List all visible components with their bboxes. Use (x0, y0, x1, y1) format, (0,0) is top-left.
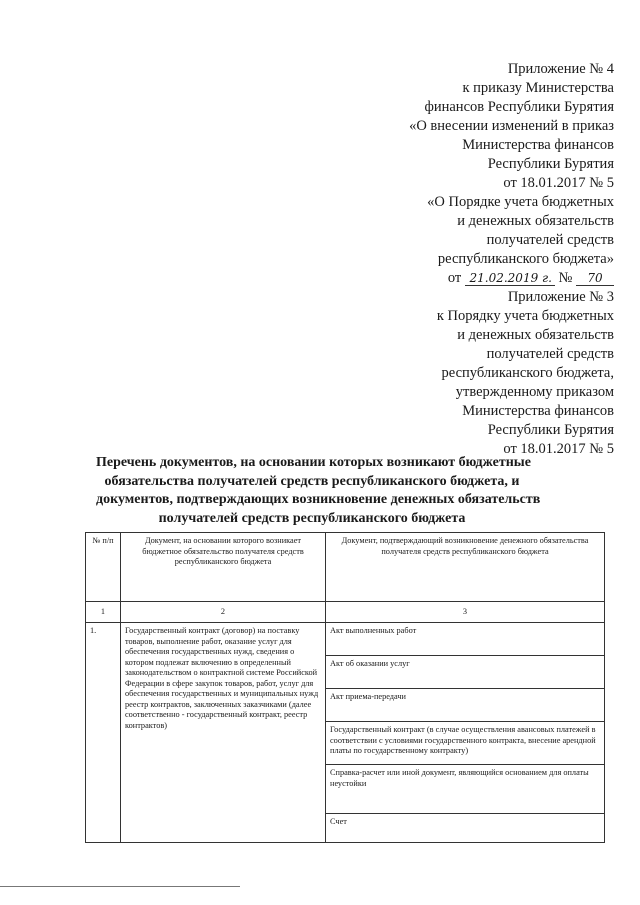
header-confirming-document: Документ, подтверждающий возникновение денежного обязательства получателя средств республиканского бюджета (326, 533, 605, 602)
confirming-document: Государственный контракт (в случае осуществления авансовых платежей в соответствии с условиями государственного контракта, внесение арендной платы по государственному контракту) (326, 722, 605, 765)
approval-line: республиканского бюджета» (437, 251, 614, 267)
title-line: обязательства получателей средств республиканского бюджета, и (104, 473, 520, 489)
table-row (86, 623, 605, 656)
column-number-row (86, 602, 605, 623)
approval-line: Министерства финансов (462, 137, 614, 153)
approval-line: утвержденному приказом (455, 384, 614, 400)
handwritten-date: 21.02.2019 г. (465, 271, 555, 286)
signature-line (409, 269, 614, 288)
approval-line: к приказу Министерства (462, 80, 614, 96)
approval-line: Приложение № 4 (507, 61, 614, 77)
header-basis-document: Документ, на основании которого возникает бюджетное обязательство получателя средств республиканского бюджета (121, 533, 326, 602)
confirming-document: Акт об оказании услуг (326, 656, 605, 689)
approval-line: и денежных обязательств (457, 213, 614, 229)
approval-line: получателей средств (486, 346, 614, 362)
documents-table (85, 532, 605, 843)
approval-line: Республики Бурятия (487, 156, 614, 172)
signature-prefix: от (447, 270, 462, 286)
approval-line: Министерства финансов (462, 403, 614, 419)
approval-line: республиканского бюджета, (441, 365, 614, 381)
confirming-document: Справка-расчет или иной документ, являющийся основанием для оплаты неустойки (326, 765, 605, 814)
header-row (86, 533, 605, 602)
header-number: № п/п (86, 533, 121, 602)
approval-line: от 18.01.2017 № 5 (503, 175, 614, 191)
approval-line: «О Порядке учета бюджетных (427, 194, 614, 210)
approval-line: Республики Бурятия (487, 422, 614, 438)
confirming-document: Счет (326, 814, 605, 843)
approval-line: от 18.01.2017 № 5 (503, 441, 614, 457)
number-label: № (558, 270, 573, 286)
approval-line: к Порядку учета бюджетных (436, 308, 614, 324)
approval-line: финансов Республики Бурятия (424, 99, 614, 115)
handwritten-number: 70 (576, 271, 614, 286)
column-number: 2 (121, 602, 326, 623)
approval-line: Приложение № 3 (507, 289, 614, 305)
title-line: получателей средств республиканского бюджета (158, 510, 466, 526)
column-number: 3 (326, 602, 605, 623)
title-line: Перечень документов, на основании которых возникают бюджетные (96, 455, 531, 470)
title-line: документов, подтверждающих возникновение денежных обязательств (96, 492, 541, 507)
confirming-document: Акт приема-передачи (326, 689, 605, 722)
column-number: 1 (86, 602, 121, 623)
approval-line: и денежных обязательств (457, 327, 614, 343)
footer-divider (0, 886, 240, 887)
row-number: 1. (86, 623, 121, 843)
approval-block-appendix-3 (437, 288, 614, 459)
confirming-document: Акт выполненных работ (326, 623, 605, 656)
approval-line: «О внесении изменений в приказ (409, 118, 614, 134)
approval-line: получателей средств (486, 232, 614, 248)
basis-document: Государственный контракт (договор) на поставку товаров, выполнение работ, оказание услуг для обеспечения государственных нужд, сведения о котором подлежат включению в определенный законодательством о контрактной системе Российской Федерации в сфере закупок товаров, работ, услуг для обеспечения государственных и муниципальных нужд реестр контрактов, заключенных заказчиками (далее соответственно - государственный контракт, реестр контрактов) (121, 623, 326, 843)
approval-block-appendix-4 (409, 60, 614, 288)
document-title (96, 454, 541, 528)
